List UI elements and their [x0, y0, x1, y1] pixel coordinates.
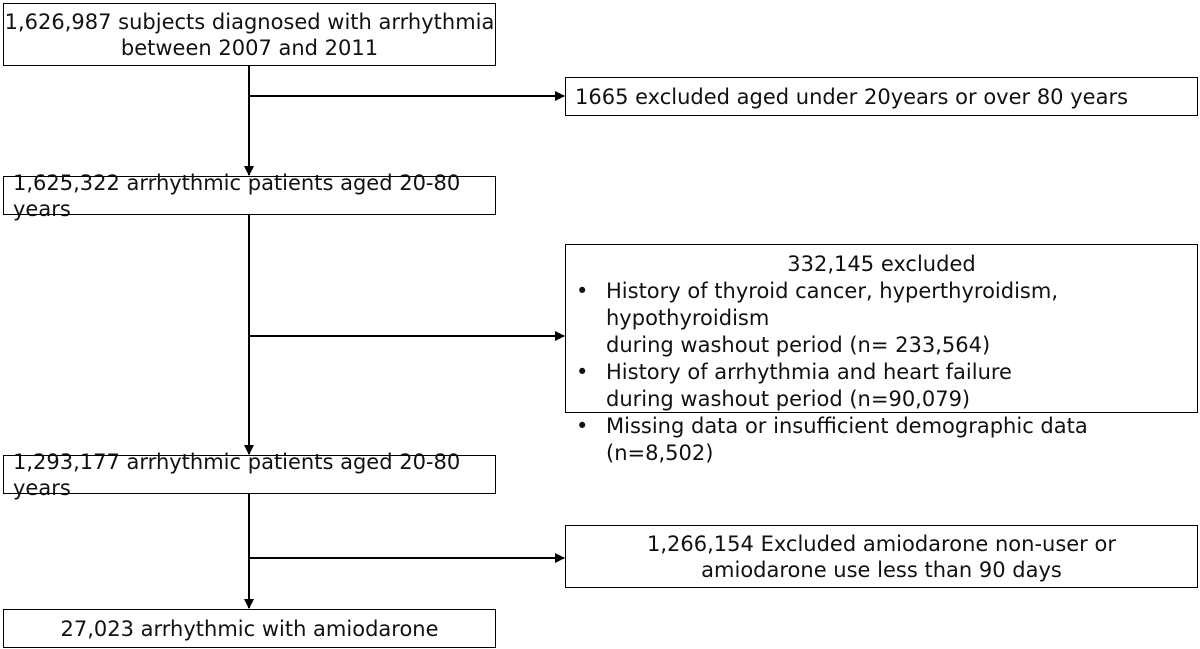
after-exclusion-text: 1,293,177 arrhythmic patients aged 20-80 years	[13, 449, 461, 500]
exclusion-reasons-list	[574, 278, 1189, 467]
reason-missing-line1: • Missing data or insufficient demographic data (n=8,502)	[606, 414, 1088, 465]
box-exclusion-history	[565, 244, 1198, 465]
final-cohort-text: 27,023 arrhythmic with amiodarone	[60, 616, 439, 641]
reason-arrhythmia-line2: during washout period (n=90,079)	[606, 387, 971, 411]
reason-thyroid-line2: during washout period (n= 233,564)	[606, 333, 991, 357]
reason-arrhythmia-line1: • History of arrhythmia and heart failure	[606, 360, 1012, 384]
box-exclusion-age	[565, 77, 1198, 116]
box-initial-line2: between 2007 and 2011	[120, 35, 379, 60]
exclusion-amiodarone-line2: amiodarone use less than 90 days	[701, 557, 1062, 582]
exclusion-reason-missing-data	[574, 413, 1189, 467]
exclusion-age-text: 1665 excluded aged under 20years or over 80 years	[575, 84, 1129, 109]
box-final-cohort	[3, 609, 496, 648]
reason-thyroid-line1: • History of thyroid cancer, hyperthyroidism, hypothyroidism	[606, 279, 1058, 330]
exclusion-history-title: 332,145 excluded	[787, 252, 976, 276]
box-after-exclusion	[3, 449, 496, 500]
exclusion-reason-thyroid	[574, 278, 1189, 359]
box-initial-subjects	[3, 3, 496, 66]
box-exclusion-amiodarone	[565, 525, 1198, 588]
exclusion-amiodarone-line1: 1,266,154 Excluded amiodarone non-user or	[647, 531, 1116, 556]
exclusion-reason-arrhythmia	[574, 359, 1189, 413]
box-initial-line1: 1,626,987 subjects diagnosed with arrhythmia	[4, 9, 495, 34]
aged-20-80-text: 1,625,322 arrhythmic patients aged 20-80 years	[13, 170, 461, 221]
box-aged-20-80	[3, 170, 496, 221]
